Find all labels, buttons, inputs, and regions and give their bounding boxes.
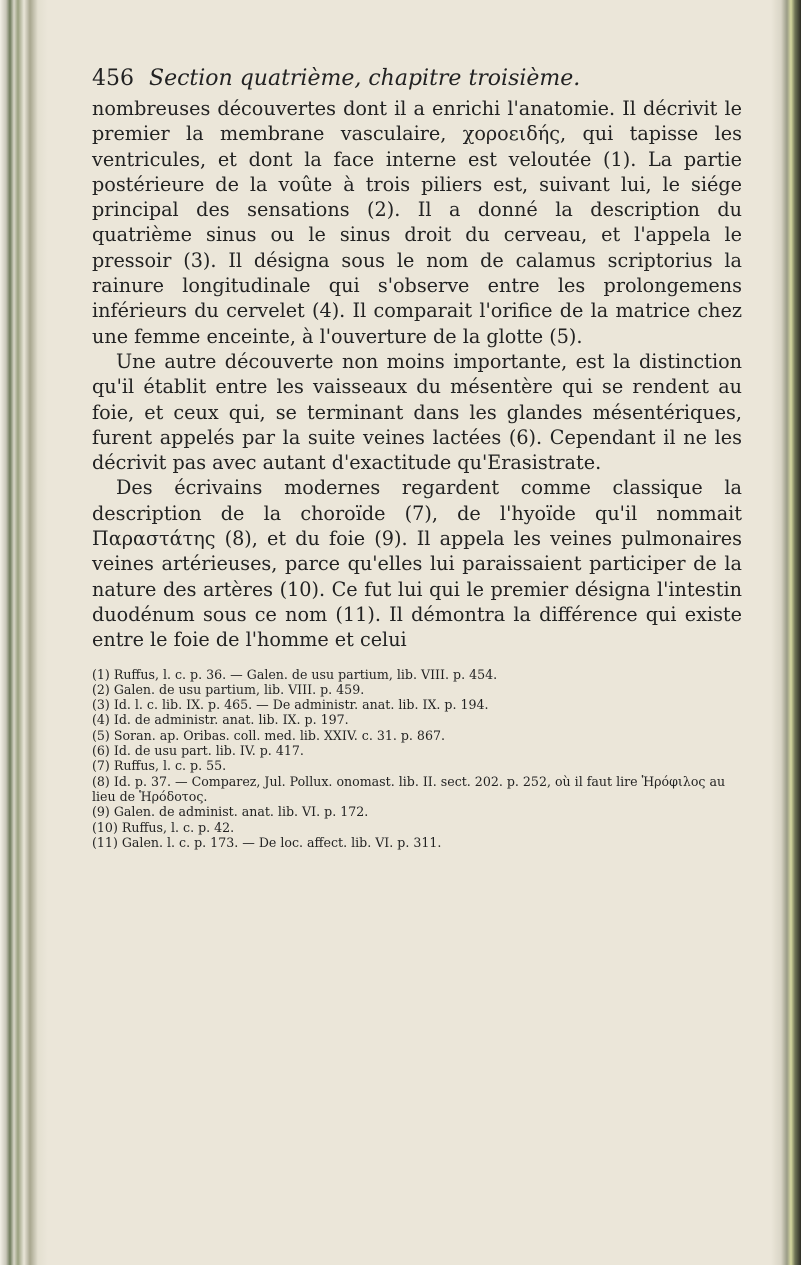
- footnote-2: (2) Galen. de usu partium, lib. VIII. p. 459.: [92, 681, 365, 697]
- book-page: [92, 62, 742, 850]
- paragraph-3: Des écrivains modernes regardent comme classique la description de la choroïde (7), de l'hyoïde qu'il nommait Παραστάτης (8), et du foie (9). Il appela les veines pulmonaires veines artérieuses, parce qu'elles lui paraissaient participer de la nature des artères (10). Ce fut lui qui le premier désigna l'intestin duodénum sous ce nom (11). Il démontra la différence qui existe entre le foie de l'homme et celui: [92, 476, 742, 652]
- running-title: Section quatrième, chapitre troisième.: [149, 66, 581, 91]
- paragraph-1: nombreuses découvertes dont il a enrichi l'anatomie. Il décrivit le premier la membrane vasculaire, χοροειδής, qui tapisse les ventricules, et dont la face interne est veloutée (1). La partie postérieure de la voûte à trois piliers est, suivant lui, le siége principal des sensations (2). Il a donné la description du quatrième sinus ou le sinus droit du cerveau, et l'appela le pressoir (3). Il désigna sous le nom de calamus scriptorius la rainure longitudinale qui s'observe entre les prolongemens inférieurs du cervelet (4). Il comparait l'orifice de la matrice chez une femme enceinte, à l'ouverture de la glotte (5).: [92, 97, 742, 348]
- footnote-1: (1) Ruffus, l. c. p. 36. — Galen. de usu partium, lib. VIII. p. 454.: [92, 666, 498, 682]
- binding-edge-right: [771, 0, 801, 1265]
- running-header: [92, 62, 742, 96]
- footnote-8: (8) Id. p. 37. — Comparez, Jul. Pollux. onomast. lib. II. sect. 202. p. 252, où il faut lire Ἡρόφιλος au lieu de Ἡρόδοτος.: [92, 773, 726, 804]
- page-number: 456: [92, 66, 134, 91]
- binding-edge-left: [0, 0, 48, 1265]
- footnote-6: (6) Id. de usu part. lib. IV. p. 417.: [92, 743, 304, 759]
- footnote-3: (3) Id. l. c. lib. IX. p. 465. — De administr. anat. lib. IX. p. 194.: [92, 697, 489, 713]
- paragraph-2: Une autre découverte non moins importante, est la distinction qu'il établit entre les vaisseaux du mésentère qui se rendent au foie, et ceux qui, se terminant dans les glandes mésentériques, furent appelés par la suite veines lactées (6). Cependant il ne les décrivit pas avec autant d'exactitude qu'Erasistrate.: [92, 349, 742, 475]
- footnote-4: (4) Id. de administr. anat. lib. IX. p. 197.: [92, 712, 349, 728]
- footnote-10: (10) Ruffus, l. c. p. 42.: [92, 819, 235, 835]
- footnotes: [92, 667, 742, 851]
- footnote-11: (11) Galen. l. c. p. 173. — De loc. affect. lib. VI. p. 311.: [92, 834, 442, 850]
- body-text: [92, 96, 742, 653]
- footnote-5: (5) Soran. ap. Oribas. coll. med. lib. XXIV. c. 31. p. 867.: [92, 727, 445, 743]
- footnote-7: (7) Ruffus, l. c. p. 55.: [92, 758, 227, 774]
- footnote-9: (9) Galen. de administ. anat. lib. VI. p. 172.: [92, 804, 369, 820]
